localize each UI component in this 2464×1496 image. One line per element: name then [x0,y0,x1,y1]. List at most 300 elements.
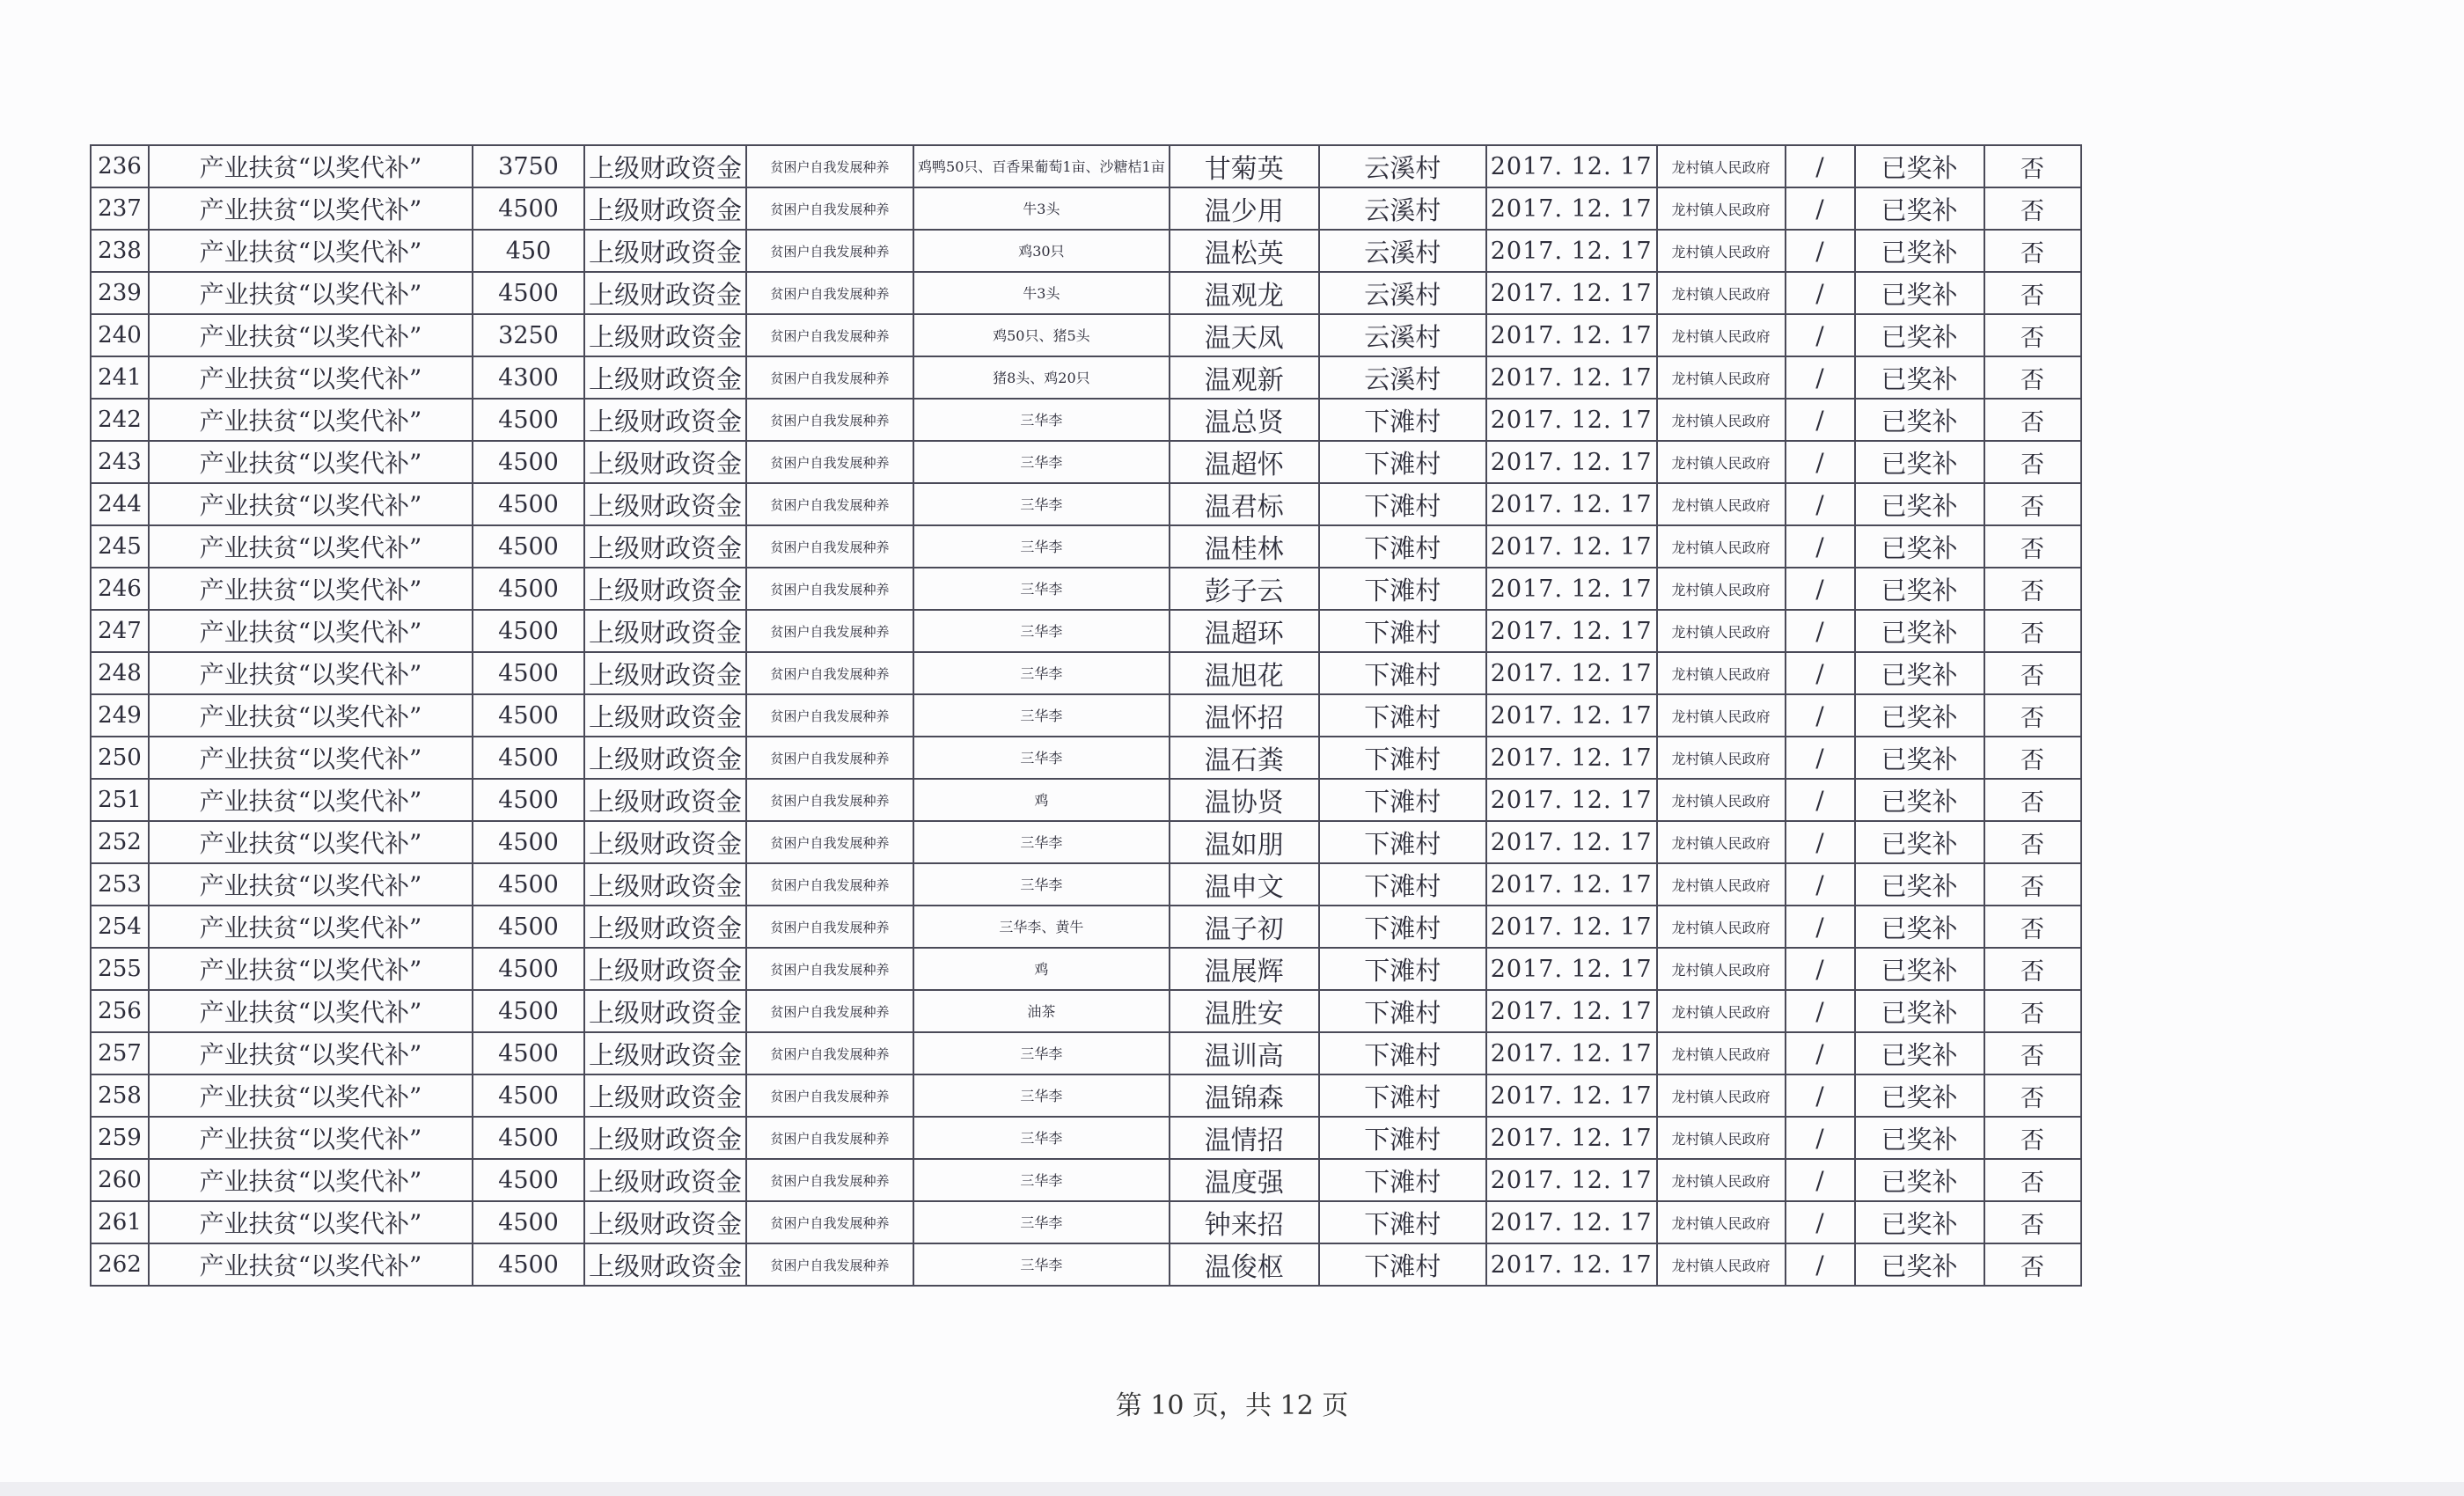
cell-date: 2017. 12. 17 [1486,314,1657,356]
cell-amount: 4500 [473,272,584,314]
cell-empty-marker: / [1786,610,1855,652]
cell-status: 已奖补 [1855,1201,1984,1243]
cell-subsidy-item: 鸡 [913,948,1170,990]
cell-amount: 4500 [473,779,584,821]
cell-project-name: 产业扶贫“以奖代补” [149,990,473,1032]
cell-date: 2017. 12. 17 [1486,1117,1657,1159]
cell-recipient-name: 温旭花 [1170,652,1319,694]
table-row [91,145,2081,187]
cell-subsidy-item: 三华李 [913,568,1170,610]
cell-fund-source: 上级财政资金 [584,990,746,1032]
cell-serial-number: 240 [91,314,149,356]
cell-issuing-org: 龙村镇人民政府 [1657,948,1786,990]
scan-bottom-edge [0,1482,2464,1496]
cell-amount: 4500 [473,694,584,737]
cell-amount: 4500 [473,483,584,525]
cell-project-type: 贫困户自我发展种养 [746,441,913,483]
cell-fund-source: 上级财政资金 [584,1243,746,1286]
cell-recipient-name: 温观新 [1170,356,1319,399]
cell-project-type: 贫困户自我发展种养 [746,906,913,948]
table-row [91,441,2081,483]
cell-project-name: 产业扶贫“以奖代补” [149,610,473,652]
table-row [91,314,2081,356]
cell-flag: 否 [1984,145,2081,187]
cell-status: 已奖补 [1855,272,1984,314]
cell-status: 已奖补 [1855,441,1984,483]
cell-subsidy-item: 三华李 [913,610,1170,652]
cell-recipient-name: 温松英 [1170,230,1319,272]
cell-village: 下滩村 [1319,483,1486,525]
cell-project-name: 产业扶贫“以奖代补” [149,1117,473,1159]
cell-fund-source: 上级财政资金 [584,568,746,610]
cell-issuing-org: 龙村镇人民政府 [1657,1243,1786,1286]
cell-status: 已奖补 [1855,948,1984,990]
cell-date: 2017. 12. 17 [1486,948,1657,990]
cell-subsidy-item: 鸡鸭50只、百香果葡萄1亩、沙糖桔1亩 [913,145,1170,187]
cell-project-type: 贫困户自我发展种养 [746,990,913,1032]
cell-status: 已奖补 [1855,399,1984,441]
cell-project-type: 贫困户自我发展种养 [746,948,913,990]
cell-project-type: 贫困户自我发展种养 [746,1117,913,1159]
cell-project-name: 产业扶贫“以奖代补” [149,906,473,948]
table-row [91,610,2081,652]
table-row [91,399,2081,441]
cell-village: 下滩村 [1319,610,1486,652]
cell-issuing-org: 龙村镇人民政府 [1657,863,1786,906]
cell-flag: 否 [1984,1243,2081,1286]
cell-project-type: 贫困户自我发展种养 [746,399,913,441]
cell-status: 已奖补 [1855,230,1984,272]
cell-status: 已奖补 [1855,779,1984,821]
cell-fund-source: 上级财政资金 [584,863,746,906]
cell-empty-marker: / [1786,737,1855,779]
cell-village: 下滩村 [1319,652,1486,694]
cell-project-type: 贫困户自我发展种养 [746,525,913,568]
cell-serial-number: 252 [91,821,149,863]
cell-status: 已奖补 [1855,356,1984,399]
cell-fund-source: 上级财政资金 [584,948,746,990]
cell-serial-number: 257 [91,1032,149,1074]
cell-empty-marker: / [1786,483,1855,525]
cell-date: 2017. 12. 17 [1486,230,1657,272]
cell-fund-source: 上级财政资金 [584,610,746,652]
cell-amount: 4500 [473,568,584,610]
cell-project-type: 贫困户自我发展种养 [746,863,913,906]
cell-amount: 4500 [473,1159,584,1201]
subsidy-table [90,144,2082,1287]
cell-flag: 否 [1984,356,2081,399]
cell-recipient-name: 温少用 [1170,187,1319,230]
cell-status: 已奖补 [1855,990,1984,1032]
cell-subsidy-item: 三华李 [913,1117,1170,1159]
cell-project-type: 贫困户自我发展种养 [746,779,913,821]
cell-serial-number: 254 [91,906,149,948]
cell-subsidy-item: 猪8头、鸡20只 [913,356,1170,399]
cell-empty-marker: / [1786,906,1855,948]
table-row [91,737,2081,779]
cell-serial-number: 238 [91,230,149,272]
cell-fund-source: 上级财政资金 [584,906,746,948]
cell-project-type: 贫困户自我发展种养 [746,1074,913,1117]
cell-serial-number: 258 [91,1074,149,1117]
cell-flag: 否 [1984,610,2081,652]
cell-date: 2017. 12. 17 [1486,1074,1657,1117]
cell-project-type: 贫困户自我发展种养 [746,610,913,652]
cell-issuing-org: 龙村镇人民政府 [1657,1117,1786,1159]
cell-project-type: 贫困户自我发展种养 [746,737,913,779]
cell-date: 2017. 12. 17 [1486,863,1657,906]
table-row [91,1074,2081,1117]
cell-date: 2017. 12. 17 [1486,1243,1657,1286]
cell-fund-source: 上级财政资金 [584,652,746,694]
cell-amount: 4500 [473,1201,584,1243]
cell-project-name: 产业扶贫“以奖代补” [149,737,473,779]
table-row [91,990,2081,1032]
cell-project-type: 贫困户自我发展种养 [746,1159,913,1201]
cell-village: 云溪村 [1319,356,1486,399]
cell-serial-number: 239 [91,272,149,314]
cell-empty-marker: / [1786,1117,1855,1159]
cell-amount: 4500 [473,1117,584,1159]
cell-recipient-name: 温天凤 [1170,314,1319,356]
cell-village: 下滩村 [1319,1201,1486,1243]
cell-issuing-org: 龙村镇人民政府 [1657,145,1786,187]
cell-serial-number: 244 [91,483,149,525]
table-row [91,1201,2081,1243]
cell-empty-marker: / [1786,145,1855,187]
cell-issuing-org: 龙村镇人民政府 [1657,1159,1786,1201]
table-row [91,272,2081,314]
cell-amount: 4500 [473,737,584,779]
cell-status: 已奖补 [1855,737,1984,779]
cell-date: 2017. 12. 17 [1486,779,1657,821]
cell-issuing-org: 龙村镇人民政府 [1657,1074,1786,1117]
cell-village: 云溪村 [1319,314,1486,356]
cell-project-type: 贫困户自我发展种养 [746,694,913,737]
cell-fund-source: 上级财政资金 [584,399,746,441]
cell-issuing-org: 龙村镇人民政府 [1657,737,1786,779]
cell-flag: 否 [1984,483,2081,525]
cell-recipient-name: 温度强 [1170,1159,1319,1201]
cell-project-type: 贫困户自我发展种养 [746,187,913,230]
cell-subsidy-item: 三华李 [913,483,1170,525]
cell-recipient-name: 温训高 [1170,1032,1319,1074]
cell-subsidy-item: 三华李 [913,525,1170,568]
cell-empty-marker: / [1786,525,1855,568]
cell-status: 已奖补 [1855,906,1984,948]
cell-village: 下滩村 [1319,906,1486,948]
cell-fund-source: 上级财政资金 [584,821,746,863]
cell-issuing-org: 龙村镇人民政府 [1657,906,1786,948]
cell-project-name: 产业扶贫“以奖代补” [149,1074,473,1117]
cell-village: 云溪村 [1319,272,1486,314]
cell-project-name: 产业扶贫“以奖代补” [149,1243,473,1286]
cell-project-name: 产业扶贫“以奖代补” [149,525,473,568]
cell-amount: 4300 [473,356,584,399]
cell-project-name: 产业扶贫“以奖代补” [149,314,473,356]
cell-status: 已奖补 [1855,652,1984,694]
cell-serial-number: 245 [91,525,149,568]
cell-fund-source: 上级财政资金 [584,441,746,483]
cell-empty-marker: / [1786,230,1855,272]
cell-village: 下滩村 [1319,948,1486,990]
cell-project-type: 贫困户自我发展种养 [746,1201,913,1243]
cell-subsidy-item: 三华李 [913,821,1170,863]
cell-flag: 否 [1984,1117,2081,1159]
cell-recipient-name: 温申文 [1170,863,1319,906]
cell-amount: 4500 [473,399,584,441]
cell-village: 下滩村 [1319,863,1486,906]
cell-issuing-org: 龙村镇人民政府 [1657,356,1786,399]
cell-issuing-org: 龙村镇人民政府 [1657,821,1786,863]
cell-status: 已奖补 [1855,610,1984,652]
cell-status: 已奖补 [1855,483,1984,525]
cell-status: 已奖补 [1855,1159,1984,1201]
cell-date: 2017. 12. 17 [1486,356,1657,399]
cell-serial-number: 242 [91,399,149,441]
cell-project-name: 产业扶贫“以奖代补” [149,1201,473,1243]
cell-issuing-org: 龙村镇人民政府 [1657,525,1786,568]
cell-subsidy-item: 三华李 [913,399,1170,441]
cell-status: 已奖补 [1855,863,1984,906]
cell-flag: 否 [1984,441,2081,483]
cell-serial-number: 256 [91,990,149,1032]
cell-empty-marker: / [1786,314,1855,356]
cell-village: 下滩村 [1319,1159,1486,1201]
cell-date: 2017. 12. 17 [1486,441,1657,483]
cell-amount: 4500 [473,990,584,1032]
cell-empty-marker: / [1786,779,1855,821]
cell-issuing-org: 龙村镇人民政府 [1657,652,1786,694]
cell-village: 下滩村 [1319,1243,1486,1286]
table-row [91,525,2081,568]
table-row [91,906,2081,948]
cell-subsidy-item: 牛3头 [913,187,1170,230]
cell-recipient-name: 温石粪 [1170,737,1319,779]
cell-fund-source: 上级财政资金 [584,230,746,272]
cell-project-name: 产业扶贫“以奖代补” [149,483,473,525]
cell-fund-source: 上级财政资金 [584,737,746,779]
cell-flag: 否 [1984,821,2081,863]
cell-empty-marker: / [1786,1201,1855,1243]
cell-amount: 4500 [473,610,584,652]
cell-recipient-name: 温展辉 [1170,948,1319,990]
cell-empty-marker: / [1786,990,1855,1032]
cell-flag: 否 [1984,652,2081,694]
cell-serial-number: 255 [91,948,149,990]
cell-issuing-org: 龙村镇人民政府 [1657,694,1786,737]
cell-project-name: 产业扶贫“以奖代补” [149,441,473,483]
cell-recipient-name: 温怀招 [1170,694,1319,737]
cell-subsidy-item: 三华李 [913,863,1170,906]
cell-date: 2017. 12. 17 [1486,187,1657,230]
cell-project-name: 产业扶贫“以奖代补” [149,272,473,314]
cell-fund-source: 上级财政资金 [584,272,746,314]
cell-issuing-org: 龙村镇人民政府 [1657,483,1786,525]
cell-fund-source: 上级财政资金 [584,314,746,356]
cell-serial-number: 236 [91,145,149,187]
cell-subsidy-item: 鸡30只 [913,230,1170,272]
cell-fund-source: 上级财政资金 [584,525,746,568]
cell-status: 已奖补 [1855,1032,1984,1074]
cell-empty-marker: / [1786,1243,1855,1286]
cell-subsidy-item: 三华李 [913,1159,1170,1201]
cell-project-name: 产业扶贫“以奖代补” [149,1032,473,1074]
cell-empty-marker: / [1786,356,1855,399]
table-row [91,694,2081,737]
cell-fund-source: 上级财政资金 [584,694,746,737]
cell-fund-source: 上级财政资金 [584,1201,746,1243]
cell-date: 2017. 12. 17 [1486,906,1657,948]
cell-date: 2017. 12. 17 [1486,525,1657,568]
cell-flag: 否 [1984,737,2081,779]
cell-serial-number: 249 [91,694,149,737]
cell-recipient-name: 温协贤 [1170,779,1319,821]
cell-date: 2017. 12. 17 [1486,483,1657,525]
cell-amount: 450 [473,230,584,272]
cell-serial-number: 241 [91,356,149,399]
cell-issuing-org: 龙村镇人民政府 [1657,272,1786,314]
cell-village: 下滩村 [1319,1117,1486,1159]
cell-project-type: 贫困户自我发展种养 [746,1032,913,1074]
cell-flag: 否 [1984,272,2081,314]
cell-flag: 否 [1984,1074,2081,1117]
cell-recipient-name: 温桂林 [1170,525,1319,568]
cell-issuing-org: 龙村镇人民政府 [1657,230,1786,272]
cell-status: 已奖补 [1855,145,1984,187]
cell-flag: 否 [1984,187,2081,230]
cell-subsidy-item: 鸡 [913,779,1170,821]
cell-village: 下滩村 [1319,694,1486,737]
cell-empty-marker: / [1786,187,1855,230]
cell-serial-number: 246 [91,568,149,610]
cell-village: 下滩村 [1319,779,1486,821]
cell-empty-marker: / [1786,1074,1855,1117]
cell-status: 已奖补 [1855,1117,1984,1159]
cell-project-name: 产业扶贫“以奖代补” [149,863,473,906]
cell-village: 云溪村 [1319,230,1486,272]
cell-fund-source: 上级财政资金 [584,145,746,187]
cell-village: 下滩村 [1319,990,1486,1032]
cell-serial-number: 261 [91,1201,149,1243]
cell-project-name: 产业扶贫“以奖代补” [149,187,473,230]
cell-status: 已奖补 [1855,187,1984,230]
cell-status: 已奖补 [1855,821,1984,863]
table-row [91,568,2081,610]
cell-project-name: 产业扶贫“以奖代补” [149,230,473,272]
cell-flag: 否 [1984,525,2081,568]
table-row [91,1032,2081,1074]
cell-issuing-org: 龙村镇人民政府 [1657,1032,1786,1074]
cell-issuing-org: 龙村镇人民政府 [1657,187,1786,230]
cell-subsidy-item: 鸡50只、猪5头 [913,314,1170,356]
cell-subsidy-item: 三华李 [913,1243,1170,1286]
cell-subsidy-item: 三华李 [913,441,1170,483]
cell-recipient-name: 温超环 [1170,610,1319,652]
cell-project-name: 产业扶贫“以奖代补” [149,652,473,694]
cell-date: 2017. 12. 17 [1486,399,1657,441]
cell-amount: 4500 [473,1074,584,1117]
cell-date: 2017. 12. 17 [1486,145,1657,187]
cell-recipient-name: 温超怀 [1170,441,1319,483]
cell-fund-source: 上级财政资金 [584,1074,746,1117]
cell-issuing-org: 龙村镇人民政府 [1657,610,1786,652]
table-row [91,230,2081,272]
cell-project-type: 贫困户自我发展种养 [746,272,913,314]
cell-date: 2017. 12. 17 [1486,1032,1657,1074]
cell-flag: 否 [1984,948,2081,990]
cell-recipient-name: 温胜安 [1170,990,1319,1032]
cell-status: 已奖补 [1855,568,1984,610]
cell-fund-source: 上级财政资金 [584,1159,746,1201]
table-row [91,821,2081,863]
cell-issuing-org: 龙村镇人民政府 [1657,1201,1786,1243]
cell-village: 下滩村 [1319,568,1486,610]
cell-amount: 4500 [473,441,584,483]
cell-serial-number: 250 [91,737,149,779]
cell-flag: 否 [1984,1159,2081,1201]
cell-fund-source: 上级财政资金 [584,1117,746,1159]
cell-empty-marker: / [1786,568,1855,610]
table-row [91,356,2081,399]
cell-amount: 4500 [473,1032,584,1074]
cell-subsidy-item: 油茶 [913,990,1170,1032]
cell-subsidy-item: 三华李 [913,694,1170,737]
cell-date: 2017. 12. 17 [1486,737,1657,779]
cell-subsidy-item: 三华李 [913,1074,1170,1117]
cell-amount: 3750 [473,145,584,187]
cell-fund-source: 上级财政资金 [584,356,746,399]
cell-flag: 否 [1984,1201,2081,1243]
cell-status: 已奖补 [1855,314,1984,356]
cell-flag: 否 [1984,314,2081,356]
cell-project-type: 贫困户自我发展种养 [746,356,913,399]
cell-subsidy-item: 三华李 [913,1032,1170,1074]
cell-village: 下滩村 [1319,525,1486,568]
page-number-footer: 第 10 页，共 12 页 [1115,1390,1349,1421]
cell-village: 下滩村 [1319,737,1486,779]
cell-project-type: 贫困户自我发展种养 [746,314,913,356]
cell-serial-number: 237 [91,187,149,230]
cell-village: 云溪村 [1319,145,1486,187]
cell-subsidy-item: 三华李 [913,1201,1170,1243]
cell-recipient-name: 温锦森 [1170,1074,1319,1117]
cell-empty-marker: / [1786,821,1855,863]
cell-project-name: 产业扶贫“以奖代补” [149,779,473,821]
cell-project-type: 贫困户自我发展种养 [746,821,913,863]
cell-fund-source: 上级财政资金 [584,779,746,821]
cell-status: 已奖补 [1855,1243,1984,1286]
cell-village: 下滩村 [1319,399,1486,441]
cell-serial-number: 247 [91,610,149,652]
cell-project-type: 贫困户自我发展种养 [746,568,913,610]
cell-village: 下滩村 [1319,1032,1486,1074]
table-row [91,652,2081,694]
cell-issuing-org: 龙村镇人民政府 [1657,990,1786,1032]
cell-empty-marker: / [1786,1159,1855,1201]
cell-serial-number: 243 [91,441,149,483]
cell-amount: 4500 [473,1243,584,1286]
table-row [91,779,2081,821]
table-row [91,1243,2081,1286]
table-row [91,483,2081,525]
cell-issuing-org: 龙村镇人民政府 [1657,441,1786,483]
table-row [91,863,2081,906]
cell-amount: 4500 [473,187,584,230]
cell-status: 已奖补 [1855,525,1984,568]
cell-recipient-name: 温君标 [1170,483,1319,525]
cell-empty-marker: / [1786,694,1855,737]
